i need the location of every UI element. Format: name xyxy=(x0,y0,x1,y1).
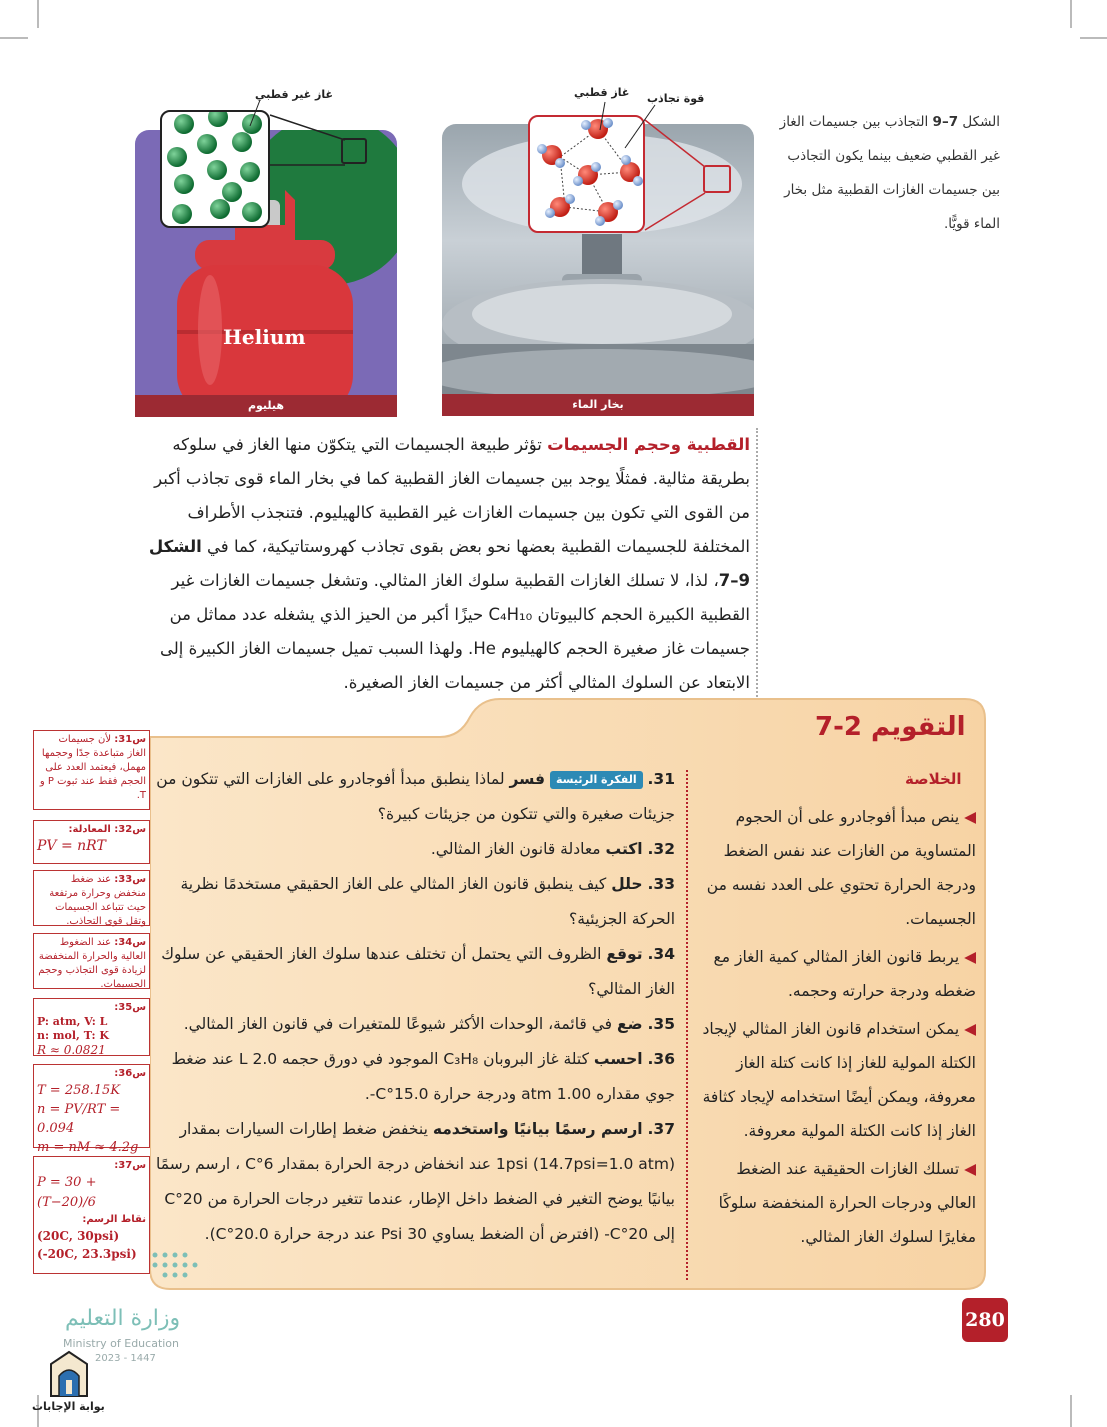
paragraph-text-1: تؤثر طبيعة الجسيمات التي يتكوّن منها الغاز في سلوكه بطريقة مثالية. فمثلًا يوجد بين جسيمات الغاز القطبية كما في بخار الماء قوى تجاذب أكبر من القوى التي تكون بين جسيمات الغازات غير القطبية كالهيليوم. فتنجذب الأطراف المختلفة للجسيمات القطبية بعضها نحو بعض بقوى تجاذب كهروستاتيكية، كما في xyxy=(154,435,750,556)
answer-37: س37: P = 30 + (T−20)/6 نقاط الرسم: (20C, 30psi) (-20C, 23.3psi) xyxy=(33,1156,150,1274)
answer-35: س35: P: atm, V: L n: mol, T: K R ≈ 0.0821 xyxy=(33,998,150,1056)
portal-logo-icon xyxy=(47,1350,91,1400)
helium-tank-text: Helium xyxy=(223,325,306,349)
ministry-arabic: وزارة التعليم xyxy=(65,1306,181,1331)
answer-36: س36: T = 258.15K n = PV/RT = 0.094 m = nM ≈ 4.2g xyxy=(33,1064,150,1148)
question-32: 32. اكتب معادلة قانون الغاز المثالي. xyxy=(430,840,675,858)
summary-item: ◀ يمكن استخدام قانون الغاز المثالي لإيجاد الكتلة المولية للغاز إذا كانت كتلة الغاز معروفة، ويمكن أيضًا استخدامه لإيجاد كثافة الغاز إذا كانت الكتلة المولية معروفة. xyxy=(702,1020,976,1140)
question-36: 36. احسب كتلة غاز البروبان C₃H₈ الموجود في دورق حجمه 2.0 L عند ضغط جوي مقداره 1.00 atm ودرجة حرارة 15.0°C-. xyxy=(171,1050,675,1103)
main-paragraph xyxy=(140,428,758,700)
assessment-title: التقويم 2-7 xyxy=(815,712,966,742)
ministry-english: Ministry of Education xyxy=(63,1337,180,1350)
answer-32: س32: المعادلة: PV = nRT xyxy=(33,820,150,864)
answer-33: س33: عند ضغط منخفض وحرارة مرتفعة حيث تتباعد الجسيمات وتقل قوى التجاذب. xyxy=(33,870,150,926)
nonpolar-pointer xyxy=(245,98,265,128)
big-idea-badge: الفكرة الرئيسة xyxy=(550,771,643,789)
crop-mark xyxy=(1070,0,1072,28)
polar-pointers xyxy=(585,100,665,150)
summary-item: ◀ يربط قانون الغاز المثالي كمية الغاز مع ضغطه ودرجة حرارته وحجمه. xyxy=(713,948,976,1000)
figure-number: 7–9 xyxy=(932,114,959,130)
summary-item: ◀ ينص مبدأ أفوجادرو على أن الحجوم المتساوية من الغازات عند نفس الضغط ودرجة الحرارة تحتوي على العدد نفسه من الجسيمات. xyxy=(706,808,976,928)
portal-label: بوابة الإجابات xyxy=(32,1400,105,1413)
figure-label: الشكل xyxy=(962,114,1000,130)
figure-caption xyxy=(775,105,1000,241)
page-number: 280 xyxy=(962,1298,1008,1342)
crop-mark xyxy=(37,0,39,28)
answer-31: س31: لأن جسيمات الغاز متباعدة جدًا وحجمها مهمل، فيعتمد العدد على الحجم فقط عند ثبوت P و T. xyxy=(33,730,150,810)
summary-item: ◀ تسلك الغازات الحقيقية عند الضغط العالي ودرجات الحرارة المنخفضة سلوكًا مغايرًا لسلوك الغاز المثالي. xyxy=(718,1160,976,1246)
helium-band: هيليوم xyxy=(135,395,397,417)
answer-34: س34: عند الضغوط العالية والحرارة المنخفضة لزيادة قوى التجاذب وحجم الجسيمات. xyxy=(33,933,150,989)
polar-gas-label: غاز قطبي xyxy=(574,86,630,99)
question-33: 33. حلل كيف ينطبق قانون الغاز المثالي على الغاز الحقيقي مستخدمًا نظرية الحركة الجزيئية؟ xyxy=(180,875,675,928)
crop-mark xyxy=(1080,37,1107,39)
figure-caption-text: التجاذب بين جسيمات الغاز غير القطبي ضعيف بينما يكون التجاذب بين جسيمات الغازات القطبية مثل بخار الماء قويًّا. xyxy=(779,114,1000,232)
crop-mark xyxy=(1070,1395,1072,1427)
bullet-icon: ◀ xyxy=(964,1160,976,1178)
question-37: 37. ارسم رسمًا بيانيًا واستخدمه ينخفض ضغط إطارات السيارات بمقدار 1psi (14.7psi=1.0 atm) عند انخفاض درجة الحرارة بمقدار 6°C ، ارسم رسمًا بيانيًا يوضح التغير في الضغط داخل الإطار، عندما تتغير درجات الحرارة من 20°C إلى 20°C- (افترض أن الضغط يساوي 30 Psi عند درجة حرارة 20.0°C). xyxy=(156,1120,675,1243)
dot-pattern xyxy=(150,1250,200,1290)
nonpolar-gas-label: غاز غير قطبي xyxy=(255,88,334,101)
question-34: 34. توقع الظروف التي يحتمل أن تختلف عندها سلوك الغاز الحقيقي عن سلوك الغاز المثالي؟ xyxy=(161,945,675,998)
crop-mark xyxy=(0,37,28,39)
panel-divider xyxy=(686,770,688,1280)
paragraph-lead: القطبية وحجم الجسيمات xyxy=(547,435,750,454)
bullet-icon: ◀ xyxy=(964,948,976,966)
questions-list xyxy=(153,762,675,1252)
helium-zoom-lines xyxy=(265,105,375,175)
bullet-icon: ◀ xyxy=(964,808,976,826)
bullet-icon: ◀ xyxy=(964,1020,976,1038)
summary-title: الخلاصة xyxy=(905,770,962,788)
question-31: 31. الفكرة الرئيسة فسر لماذا ينطبق مبدأ أفوجادرو على الغازات التي تتكون من جزيئات صغيرة والتي تتكون من جزيئات كبيرة؟ xyxy=(156,770,675,823)
attraction-force-label: قوة تجاذب xyxy=(647,92,705,105)
figure-reference: الشكل 9–7 xyxy=(148,537,750,590)
nonpolar-particles xyxy=(162,112,268,226)
question-35: 35. ضع في قائمة، الوحدات الأكثر شيوعًا للمتغيرات في قانون الغاز المثالي. xyxy=(183,1015,675,1033)
paragraph-text-2: ، لذا، لا تسلك الغازات القطبية سلوك الغاز المثالي. وتشغل جسيمات الغازات غير القطبية الكبيرة الحجم كالبيوتان C₄H₁₀ حيزًا أكبر من الحيز الذي يشغله عدد مماثل من جسيمات غاز صغيرة الحجم كالهيليوم He. ولهذا السبب تميل جسيمات الغاز الكبيرة إلى الابتعاد عن السلوك المثالي أكثر من جسيمات الغاز الصغيرة. xyxy=(160,571,750,692)
ministry-year: 2023 - 1447 xyxy=(95,1353,156,1364)
summary-list xyxy=(700,800,976,1258)
steam-band: بخار الماء xyxy=(442,394,754,416)
